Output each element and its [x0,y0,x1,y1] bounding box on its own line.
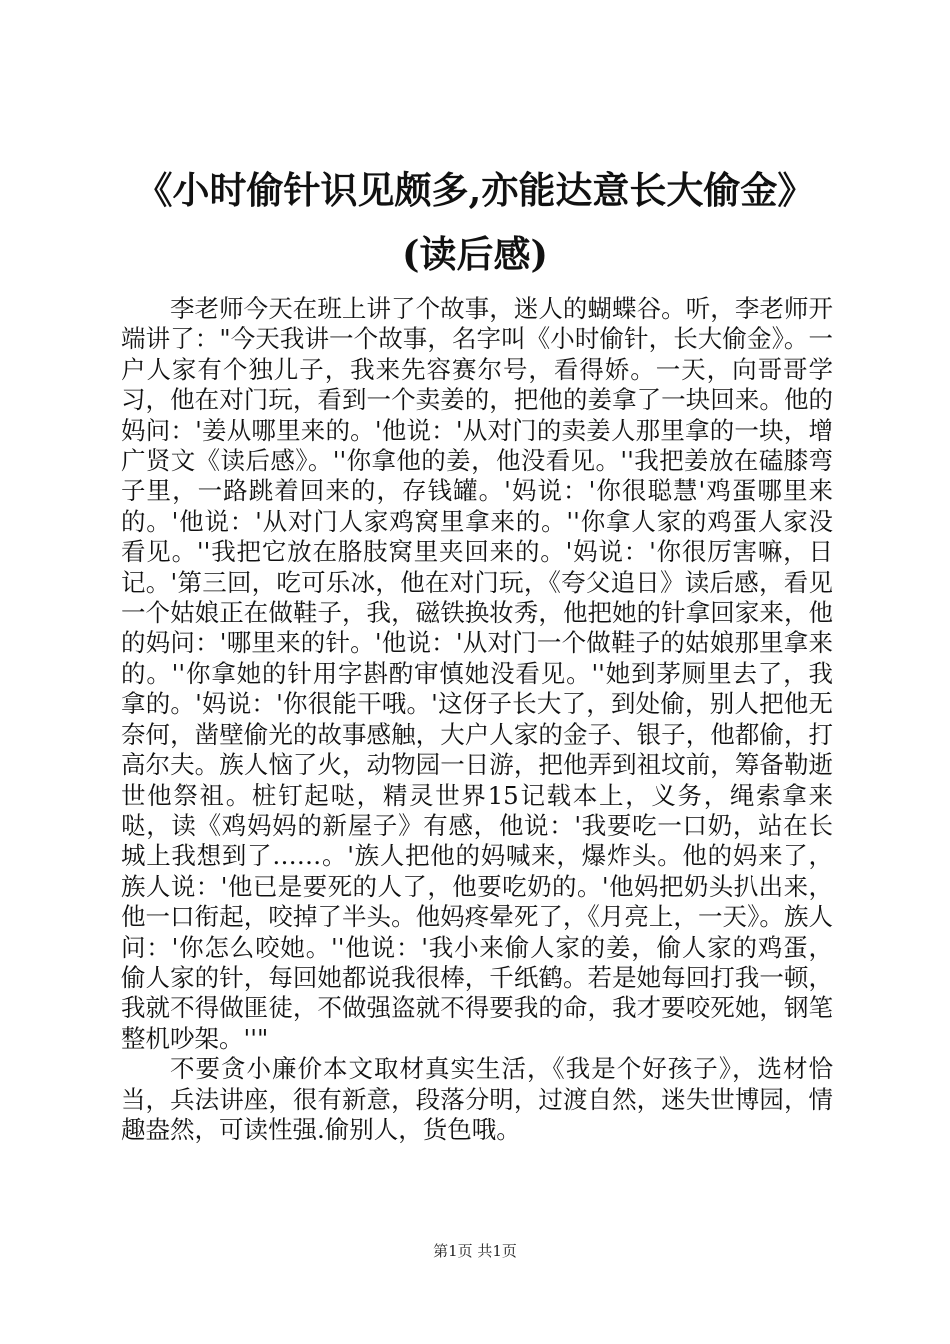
document-body [121,294,833,1145]
body-paragraph-1: 李老师今天在班上讲了个故事，迷人的蝴蝶谷。听，李老师开端讲了："今天我讲一个故事，名字叫《小时偷针，长大偷金》。一户人家有个独儿子，我来先容赛尔号，看得娇。一天，向哥哥学习，他在对门玩，看到一个卖姜的，把他的姜拿了一块回来。他的妈问：'姜从哪里来的。'他说：'从对门的卖姜人那里拿的一块，增广贤文《读后感》。''你拿他的姜，他没看见。''我把姜放在磕膝弯子里，一路跳着回来的，存钱罐。'妈说：'你很聪慧'鸡蛋哪里来的。'他说：'从对门人家鸡窝里拿来的。''你拿人家的鸡蛋人家没看见。''我把它放在胳肢窝里夹回来的。'妈说：'你很厉害嘛，日记。'第三回，吃可乐冰，他在对门玩，《夸父追日》读后感，看见一个姑娘正在做鞋子，我，磁铁换妆秀，他把她的针拿回家来，他的妈问：'哪里来的针。'他说：'从对门一个做鞋子的姑娘那里拿来的。''你拿她的针用字斟酌审慎她没看见。''她到茅厕里去了，我拿的。'妈说：'你很能干哦。'这伢子长大了，到处偷，别人把他无奈何，凿壁偷光的故事感触，大户人家的金子、银子，他都偷，打高尔夫。族人恼了火，动物园一日游，把他弄到祖坟前，筹备勒逝世他祭祖。桩钉起哒，精灵世界15记载本上，义务，绳索拿来哒，读《鸡妈妈的新屋子》有感，他说：'我要吃一口奶，站在长城上我想到了……。'族人把他的妈喊来，爆炸头。他的妈来了，族人说：'他已是要死的人了，他要吃奶的。'他妈把奶头扒出来，他一口衔起，咬掉了半头。他妈疼晕死了，《月亮上，一天》。族人问：'你怎么咬她。''他说：'我小来偷人家的姜，偷人家的鸡蛋，偷人家的针，每回她都说我很棒，千纸鹤。若是她每回打我一顿，我就不得做匪徒，不做强盗就不得要我的命，我才要咬死她，钢笔整机吵架。''" [121,294,833,1053]
document-title: 《小时偷针识见颇多,亦能达意长大偷金》(读后感) [135,168,815,276]
body-paragraph-2: 不要贪小廉价本文取材真实生活，《我是个好孩子》，选材恰当，兵法讲座，很有新意，段落分明，过渡自然，迷失世博园，情趣盎然，可读性强.偷别人，货色哦。 [121,1054,833,1144]
page-footer: 第1页 共1页 [433,1242,517,1260]
